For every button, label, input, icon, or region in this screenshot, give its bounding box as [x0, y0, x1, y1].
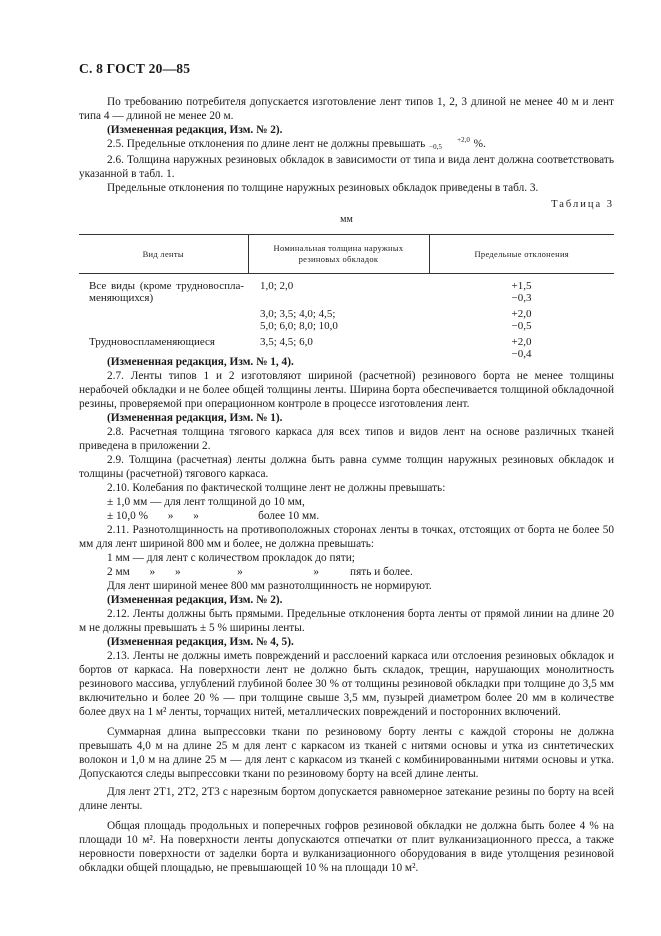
paragraph-2-5	[79, 137, 614, 151]
cell-thickness	[248, 304, 429, 332]
paragraph-2-11-line-2: 2 мм » » » » пять и более.	[107, 566, 413, 578]
paragraph-2-7: 2.7. Ленты типов 1 и 2 изготовляют шириной (расчетной) резинового борта не менее толщины нерабочей обкладки и не более общей толщины ленты. Ширина борта обеспечивается толщиной обкладочной резины, проверяемой при операционном контроле в процессе изготовления лент.	[79, 370, 614, 410]
cell-kind	[79, 304, 248, 332]
paragraph-2-10: 2.10. Колебания по фактической толщине лент не должны превышать:	[107, 482, 446, 494]
deviation-plus: +2,0	[511, 308, 532, 321]
cell-deviation	[429, 274, 614, 305]
paragraph-2-5-text: 2.5. Предельные отклонения по длине лент не должны превышать	[107, 138, 429, 150]
tolerance-minus: −0,5	[429, 143, 442, 152]
cell-kind: Трудновоспламеняющиеся	[89, 336, 215, 349]
thickness-line-1: 3,0; 3,5; 4,0; 4,5;	[260, 308, 336, 321]
paragraph-2-8: 2.8. Расчетная толщина тягового каркаса для всех типов и видов лент на основе различных тканей приведена в приложении 2.	[79, 426, 614, 452]
tolerance-plus: +2,0	[457, 136, 470, 145]
cell-kind: Все виды (кроме трудновоспла-меняющихся)	[89, 280, 244, 305]
section-top	[79, 95, 614, 360]
edit-note: (Измененная редакция, Изм. № 4, 5).	[107, 636, 294, 648]
paragraph-2-10-line-1: ± 1,0 мм — для лент толщиной до 10 мм,	[107, 496, 305, 508]
paragraph-pressing: Суммарная длина выпрессовки ткани по резиновому борту ленты с каждой стороны не должна превышать 4,0 м на длине 25 м для лент с каркасом из тканей с нитями основы и утка из синтетических волокон и 1,0 м на длине 25 м — для лент с каркасом из тканей с комбинированными нитями основы и утка. Допускаются следы выпрессовки ткани по резиновому борту на всей длине ленты.	[79, 726, 614, 780]
table-row	[79, 304, 614, 332]
paragraph-2-10-line-2: ± 10,0 % » » более 10 мм.	[107, 510, 320, 522]
deviation-minus: −0,5	[511, 320, 532, 333]
paragraph-2-9: 2.9. Толщина (расчетная) ленты должна быть равна сумме толщин наружных резиновых обкладок и толщины (расчетной) тягового каркаса.	[79, 454, 614, 480]
paragraph-2-13: 2.13. Ленты не должны иметь повреждений и расслоений каркаса или отслоения резиновых обкладок и бортов от каркаса. На поверхности лент не должно быть складок, трещин, нарушающих монолитность резинового массива, углублений глубиной более 30 % от толщины резиновой обкладки при толщине до 3,5 мм включительно и более 20 % — при толщине свыше 3,5 мм, пузырей диаметром более 20 мм в количестве более двух на 1 м² ленты, торчащих нитей, металлических повреждений и посторонних включений.	[79, 650, 614, 718]
cell-thickness: 1,0; 2,0	[260, 280, 294, 293]
edit-note: (Измененная редакция, Изм. № 1).	[107, 412, 283, 424]
deviation-minus: −0,4	[511, 348, 532, 361]
paragraph-2-6: 2.6. Толщина наружных резиновых обкладок в зависимости от типа и вида лент должна соответствовать указанной в табл. 1.	[79, 154, 614, 181]
deviation-plus: +1,5	[511, 280, 532, 293]
table-row	[79, 274, 614, 305]
thickness-line-2: 5,0; 6,0; 8,0; 10,0	[260, 320, 338, 333]
edit-note: (Измененная редакция, Изм. № 1, 4).	[107, 356, 294, 368]
table-caption: Таблица 3	[551, 199, 614, 211]
paragraph-2-11-line-3: Для лент шириной менее 800 мм разнотолщинность не нормируют.	[107, 580, 432, 592]
table-header-row	[79, 235, 614, 274]
deviation-minus: −0,3	[511, 292, 532, 305]
paragraph-2-11-line-1: 1 мм — для лент с количеством прокладок до пяти;	[107, 552, 355, 564]
edit-note: (Измененная редакция, Изм. № 2).	[107, 124, 283, 136]
deviation-values	[512, 308, 532, 332]
header-kind: Вид ленты	[79, 235, 248, 274]
table-unit: мм	[340, 214, 353, 226]
header-thickness: Номинальная толщина наружных резиновых обкладок	[248, 235, 429, 274]
deviation-values	[512, 280, 532, 304]
paragraph-area: Общая площадь продольных и поперечных гофров резиновой обкладки не должна быть более 4 % на площади 10 м². На поверхности ленты допускаются отпечатки от плит вулканизационного пресса, а также неровности поверхности от заделки борта и вулканизационного оборудования в виде утолщения резиновой обкладки общей площадью, не превышающей 10 % на площади 10 м².	[79, 820, 614, 874]
deviation-plus: +2,0	[511, 336, 532, 349]
paragraph-2-6-b: Предельные отклонения по толщине наружных резиновых обкладок приведены в табл. 3.	[107, 182, 539, 195]
paragraph-2-12: 2.12. Ленты должны быть прямыми. Предельные отклонения борта ленты от прямой линии на длине 20 м не должны превышать ± 5 % ширины ленты.	[79, 608, 614, 634]
cell-thickness: 3,5; 4,5; 6,0	[260, 336, 313, 349]
section-main	[79, 355, 614, 875]
table-3	[79, 234, 614, 360]
page-header: С. 8 ГОСТ 20—85	[79, 61, 191, 76]
percent-sign: %.	[470, 138, 486, 150]
edit-note: (Измененная редакция, Изм. № 2).	[107, 594, 283, 606]
paragraph-requirement: По требованию потребителя допускается изготовление лент типов 1, 2, 3 длиной не менее 40 м и лент типа 4 — длиной не менее 20 м.	[79, 96, 614, 122]
header-deviation: Предельные отклонения	[429, 235, 614, 274]
tolerance-fraction	[429, 137, 470, 151]
paragraph-2-11: 2.11. Разнотолщинность на противоположных сторонах ленты в точках, отстоящих от борта не более 50 мм для лент шириной 800 мм и более, не должна превышать:	[79, 524, 614, 550]
cell-deviation	[429, 304, 614, 332]
paragraph-2t: Для лент 2Т1, 2Т2, 2Т3 с нарезным бортом допускается равномерное затекание резины по борту на всей длине ленты.	[79, 786, 614, 812]
